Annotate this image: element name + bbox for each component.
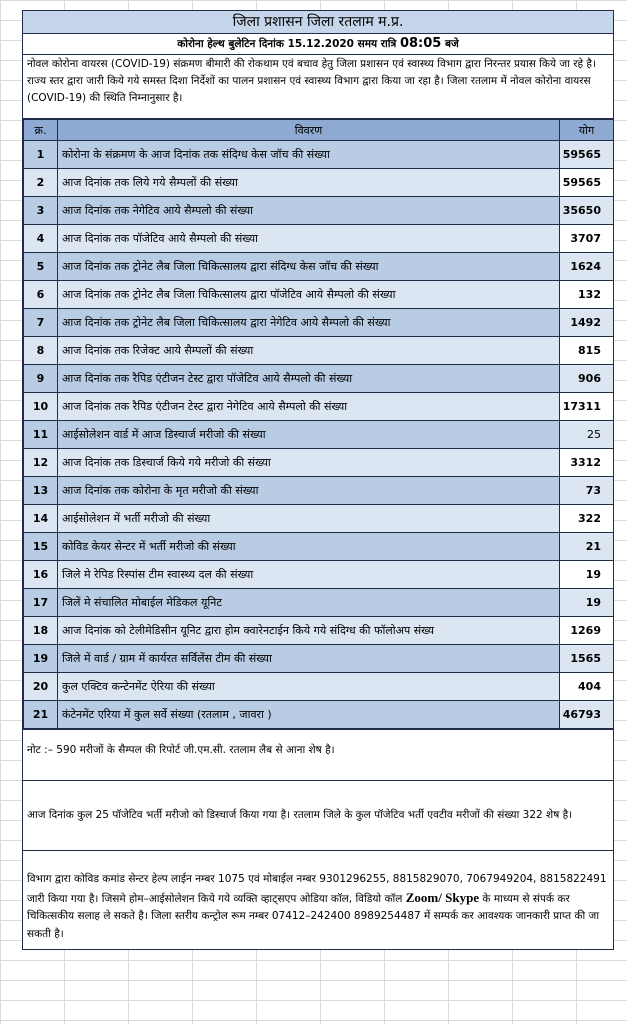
table-row [24,673,614,701]
row-description: आज दिनांक तक रिजेक्ट आये सैम्पलों की संख्या [58,337,560,365]
row-number: 16 [24,561,58,589]
row-total: 1492 [560,309,614,337]
row-number: 1 [24,141,58,169]
row-description: कोरोना के संक्रमण के आज दिनांक तक संदिग्ध केस जॉच की संख्या [58,141,560,169]
covid-bulletin-sheet [22,10,614,950]
row-total: 1269 [560,617,614,645]
row-description: जिलें मे संचालित मोबाईल मेडिकल यूनिट [58,589,560,617]
table-row [24,365,614,393]
table-row [24,449,614,477]
row-description: कोविड केयर सेन्टर में भर्ती मरीजो की संख्या [58,533,560,561]
stats-table [23,119,614,729]
row-number: 12 [24,449,58,477]
row-number: 10 [24,393,58,421]
table-row [24,589,614,617]
row-description: आईसोलेशन में भर्ती मरीजो की संख्या [58,505,560,533]
row-number: 15 [24,533,58,561]
table-row [24,645,614,673]
table-row [24,253,614,281]
zoom-skype-text: Zoom/ Skype [405,889,480,905]
col-header-number: क्र. [24,120,58,141]
discharge-paragraph: आज दिनांक कुल 25 पॉजेटिव भर्ती मरीजो को डिस्चार्ज किया गया है। रतलाम जिले के कुल पॉजेटिव भर्ती एवटीव मरीजों की संख्या 322 शेष है। [23,780,613,850]
helpline-text-part2: के माध्यम से संपर्क कर चिकित्सकीय सलाह ले सकते है। जिला स्तरीय कन्ट्रोल रूम नम्बर 07412–242400 8989254487 में सम्पर्क कर आवश्यक जानकारी प्राप्त की जा सकती है। [27,892,600,940]
table-header-row [24,120,614,141]
bulletin-time: 08:05 [399,36,442,51]
row-total: 132 [560,281,614,309]
row-total: 46793 [560,701,614,729]
row-total: 19 [560,589,614,617]
row-number: 14 [24,505,58,533]
table-row [24,421,614,449]
row-description: कंटेनमेंट एरिया में कुल सर्वे संख्या (रतलाम , जावरा ) [58,701,560,729]
table-row [24,281,614,309]
row-description: आज दिनांक तक ट्रोनेट लैब जिला चिकित्सालय द्वारा नेगेटिव आये सैम्पलो की संख्या [58,309,560,337]
note-text: नोट :– 590 मरीजों के सैम्पल की रिपोर्ट जी.एम.सी. रतलाम लैब से आना शेष है। [23,729,613,780]
table-row [24,169,614,197]
row-number: 13 [24,477,58,505]
row-description: आज दिनांक तक पॉजेटिव आये सैम्पलो की संख्या [58,225,560,253]
row-number: 20 [24,673,58,701]
row-total: 815 [560,337,614,365]
table-row [24,393,614,421]
row-total: 73 [560,477,614,505]
row-description: आज दिनांक तक रैपिड एंटीजन टेस्ट द्वारा पॉजेटिव आये सैम्पलो की संख्या [58,365,560,393]
row-description: कुल एक्टिव कन्टेनमेंट ऐरिया की संख्या [58,673,560,701]
intro-paragraph: नोवल कोरोना वायरस (COVID-19) संक्रमण बीमारी की रोकथाम एवं बचाव हेतु जिला प्रशासन एवं स्वास्थ्य विभाग द्वारा निरन्तर प्रयास किये जा रहे है। राज्य स्तर द्वारा जारी किये गये समस्त दिशा निर्देशों का पालन प्रशासन एवं स्वास्थ्य विभाग द्वारा किया जा रहा है। जिला रतलाम में नोवल कोरोना वायरस (COVID-19) की स्थिति निम्नानुसार है। [23,55,613,119]
row-total: 906 [560,365,614,393]
row-description: आईसोलेशन वार्ड में आज डिस्चार्ज मरीजो की संख्या [58,421,560,449]
bulletin-date-line: कोरोना हेल्थ बुलेटिन दिनांक 15.12.2020 समय रात्रि [177,38,397,50]
table-row [24,505,614,533]
col-header-description: विवरण [58,120,560,141]
table-row [24,477,614,505]
row-total: 3707 [560,225,614,253]
row-description: जिले मे रेपिड रिस्पांस टीम स्वास्थ्य दल की संख्या [58,561,560,589]
row-description: जिले में वार्ड / ग्राम में कार्यरत सर्विलेंस टीम की संख्या [58,645,560,673]
helpline-text-part1: विभाग द्वारा कोविड कमांड सेन्टर हेल्प लाईन नम्बर 1075 एवं मोबाईल नम्बर 9301296255, 8815829070, 7067949204, 8815822491 जारी किया गया है। जिसमे होम–आईसोलेशन किये गये व्यक्ति व्हाट्सएप ओडिया कॉल, विडियो कॉल [27,873,607,905]
table-row [24,701,614,729]
row-total: 1565 [560,645,614,673]
row-description: आज दिनांक तक लिये गये सैम्पलों की संख्या [58,169,560,197]
row-description: आज दिनांक तक डिस्चार्ज किये गये मरीजो की संख्या [58,449,560,477]
row-number: 21 [24,701,58,729]
row-total: 322 [560,505,614,533]
row-total: 404 [560,673,614,701]
table-row [24,225,614,253]
row-total: 1624 [560,253,614,281]
row-description: आज दिनांक तक ट्रोनेट लैब जिला चिकित्सालय द्वारा संदिग्ध केस जॉच की संख्या [58,253,560,281]
row-total: 21 [560,533,614,561]
row-number: 8 [24,337,58,365]
row-description: आज दिनांक को टेलीमेडिसीन यूनिट द्वारा होम क्वारेनटाईन किये गये संदिग्ध की फॉलोअप संख्य [58,617,560,645]
row-number: 11 [24,421,58,449]
row-total: 59565 [560,169,614,197]
row-total: 3312 [560,449,614,477]
row-number: 4 [24,225,58,253]
table-row [24,197,614,225]
bulletin-subtitle [23,34,613,55]
table-row [24,561,614,589]
row-number: 7 [24,309,58,337]
helpline-paragraph [23,850,613,949]
bulletin-title: जिला प्रशासन जिला रतलाम म.प्र. [23,11,613,34]
row-total: 35650 [560,197,614,225]
table-row [24,533,614,561]
table-row [24,337,614,365]
table-row [24,617,614,645]
row-total: 19 [560,561,614,589]
row-total: 17311 [560,393,614,421]
row-number: 5 [24,253,58,281]
row-number: 6 [24,281,58,309]
table-row [24,309,614,337]
col-header-total: योग [560,120,614,141]
table-row [24,141,614,169]
row-number: 18 [24,617,58,645]
row-number: 2 [24,169,58,197]
row-number: 3 [24,197,58,225]
row-total: 59565 [560,141,614,169]
row-description: आज दिनांक तक कोरोना के मृत मरीजो की संख्या [58,477,560,505]
row-number: 9 [24,365,58,393]
row-description: आज दिनांक तक नेगेटिव आये सैम्पलो की संख्या [58,197,560,225]
row-description: आज दिनांक तक ट्रोनेट लैब जिला चिकित्सालय द्वारा पॉजेटिव आये सैम्पलो की संख्या [58,281,560,309]
row-number: 19 [24,645,58,673]
bulletin-time-suffix: बजे [445,38,459,50]
row-description: आज दिनांक तक रैपिड एंटीजन टेस्ट द्वारा नेगेटिव आये सैम्पलो की संख्या [58,393,560,421]
row-number: 17 [24,589,58,617]
row-total: 25 [560,421,614,449]
